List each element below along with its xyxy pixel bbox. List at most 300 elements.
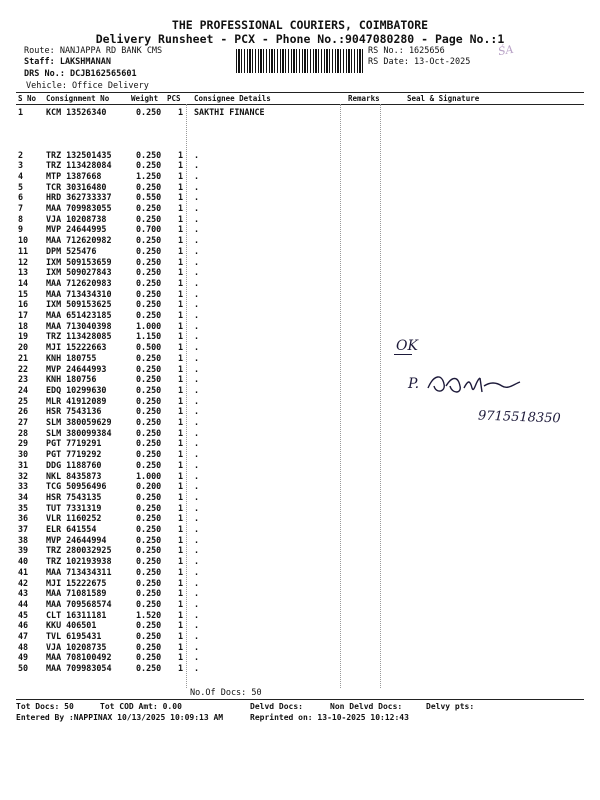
row-sno: 31	[18, 459, 29, 470]
row-consignee: .	[194, 299, 200, 310]
row-weight: 0.250	[136, 491, 162, 502]
row-pcs: 1	[178, 438, 184, 449]
barcode	[236, 49, 364, 73]
total-docs: Tot Docs: 50	[16, 702, 74, 711]
row-pcs: 1	[178, 406, 184, 417]
row-weight: 0.250	[136, 245, 162, 256]
row-station-code: MAA	[46, 588, 62, 599]
row-pcs: 1	[178, 459, 184, 470]
row-station-code: MAA	[46, 320, 62, 331]
row-weight: 0.250	[136, 588, 162, 599]
row-station-code: MJI	[46, 342, 62, 353]
row-pcs: 1	[178, 331, 184, 342]
row-pcs: 1	[178, 213, 184, 224]
row-number: 7719291	[66, 438, 102, 449]
row-station-code: KNH	[46, 352, 62, 363]
column-divider	[186, 104, 187, 688]
row-weight: 0.250	[136, 149, 162, 160]
row-pcs: 1	[178, 149, 184, 160]
row-sno: 13	[18, 267, 29, 278]
row-pcs: 1	[178, 203, 184, 213]
row-consignment-no	[46, 556, 112, 566]
row-consignee: .	[194, 566, 200, 577]
row-consignee: .	[194, 620, 200, 631]
row-sno: 48	[18, 641, 29, 652]
row-sno: 38	[18, 534, 29, 545]
row-number: 7543135	[66, 491, 102, 502]
row-station-code: MVP	[46, 224, 62, 235]
row-number: 1387668	[66, 170, 102, 181]
row-sno: 6	[18, 192, 24, 203]
row-number: 8435873	[66, 470, 102, 481]
row-pcs: 1	[178, 235, 184, 246]
row-consignment-no	[46, 321, 112, 331]
row-consignee: .	[194, 609, 200, 620]
row-pcs: 1	[178, 170, 184, 181]
row-weight: 0.250	[136, 427, 162, 438]
row-consignee: .	[194, 652, 200, 663]
row-consignment-no	[46, 310, 112, 320]
row-station-code: KKU	[46, 620, 62, 631]
row-pcs: 1	[178, 427, 184, 438]
row-number: 24644995	[66, 224, 107, 235]
row-station-code: KCM	[46, 107, 62, 117]
row-consignee: .	[194, 556, 200, 567]
total-cod-amount: Tot COD Amt: 0.00	[100, 702, 182, 711]
row-station-code: DDG	[46, 459, 62, 470]
row-weight: 1.150	[136, 331, 162, 342]
row-number: 709983055	[66, 203, 112, 213]
row-pcs: 1	[178, 566, 184, 577]
row-pcs: 1	[178, 395, 184, 406]
row-weight: 0.250	[136, 384, 162, 395]
row-sno: 37	[18, 524, 29, 534]
row-pcs: 1	[178, 352, 184, 363]
row-number: 713434311	[66, 566, 112, 577]
row-consignee: .	[194, 395, 200, 406]
row-number: 24644993	[66, 363, 107, 374]
row-station-code: TCR	[46, 181, 62, 192]
row-weight: 0.250	[136, 513, 162, 524]
row-consignment-no	[46, 289, 112, 299]
row-consignment-no	[46, 203, 112, 213]
row-consignment-no	[46, 481, 106, 491]
reprinted-on: Reprinted on: 13-10-2025 10:12:43	[250, 713, 409, 722]
row-pcs: 1	[178, 417, 184, 427]
row-station-code: IXM	[46, 267, 62, 278]
col-remarks: Remarks	[348, 94, 380, 103]
row-consignment-no	[46, 620, 96, 630]
row-number: 10299630	[66, 384, 107, 395]
row-weight: 0.250	[136, 417, 162, 427]
row-consignment-no	[46, 417, 112, 427]
row-weight: 0.250	[136, 652, 162, 663]
row-pcs: 1	[178, 310, 184, 320]
row-consignment-no	[46, 588, 106, 598]
row-consignment-no	[46, 610, 106, 620]
row-weight: 0.250	[136, 267, 162, 278]
row-sno: 16	[18, 299, 29, 310]
row-sno: 14	[18, 277, 29, 288]
row-weight: 1.000	[136, 470, 162, 481]
row-number: 7331319	[66, 502, 102, 513]
row-number: 651423185	[66, 310, 112, 320]
row-pcs: 1	[178, 160, 184, 171]
footer-rule	[16, 699, 584, 700]
row-consignment-no	[46, 535, 106, 545]
row-sno: 15	[18, 288, 29, 299]
row-number: 712620983	[66, 277, 112, 288]
row-weight: 0.250	[136, 288, 162, 299]
handwritten-phone: 9715518350	[477, 408, 561, 427]
row-sno: 46	[18, 620, 29, 631]
row-station-code: TVL	[46, 631, 62, 641]
stamp-mark: ŚA	[496, 42, 515, 59]
row-weight: 0.250	[136, 631, 162, 641]
row-consignment-no	[46, 513, 101, 523]
row-consignee: SAKTHI FINANCE	[194, 107, 265, 117]
row-pcs: 1	[178, 609, 184, 620]
row-weight: 0.250	[136, 203, 162, 213]
col-seal: Seal & Signature	[407, 94, 480, 103]
row-consignment-no	[46, 107, 106, 117]
row-sno: 8	[18, 213, 24, 224]
row-sno: 1	[18, 107, 24, 117]
row-sno: 30	[18, 449, 29, 460]
row-consignment-no	[46, 524, 96, 534]
row-number: 24644994	[66, 534, 107, 545]
row-consignee: .	[194, 470, 200, 481]
row-weight: 0.500	[136, 342, 162, 353]
row-consignment-no	[46, 396, 106, 406]
row-sno: 7	[18, 203, 24, 213]
row-weight: 0.250	[136, 545, 162, 556]
row-station-code: VLR	[46, 513, 62, 524]
row-consignee: .	[194, 663, 200, 674]
row-weight: 0.250	[136, 363, 162, 374]
row-consignee: .	[194, 384, 200, 395]
row-number: 641554	[66, 524, 97, 534]
row-sno: 10	[18, 235, 29, 246]
row-consignment-no	[46, 160, 112, 170]
row-number: 1188760	[66, 459, 102, 470]
row-number: 709568574	[66, 598, 112, 609]
ok-underline	[394, 354, 412, 355]
row-station-code: NKL	[46, 470, 62, 481]
row-number: 6195431	[66, 631, 102, 641]
row-sno: 3	[18, 160, 24, 171]
signature-scribble	[424, 370, 524, 398]
row-station-code: DPM	[46, 245, 62, 256]
row-sno: 47	[18, 631, 29, 641]
row-pcs: 1	[178, 491, 184, 502]
row-sno: 17	[18, 310, 29, 320]
row-weight: 0.250	[136, 620, 162, 631]
row-station-code: MVP	[46, 363, 62, 374]
row-station-code: CLT	[46, 609, 62, 620]
row-sno: 26	[18, 406, 29, 417]
row-station-code: MAA	[46, 235, 62, 246]
row-consignee: .	[194, 502, 200, 513]
row-weight: 0.250	[136, 438, 162, 449]
row-pcs: 1	[178, 588, 184, 599]
row-weight: 0.200	[136, 481, 162, 492]
row-consignee: .	[194, 170, 200, 181]
entered-by: Entered By :NAPPINAX 10/13/2025 10:09:13 AM	[16, 713, 224, 722]
row-station-code: SLM	[46, 417, 62, 427]
route-label: Route: NANJAPPA RD BANK CMS	[24, 46, 163, 56]
row-sno: 23	[18, 374, 29, 385]
row-number: 10208738	[66, 213, 107, 224]
row-number: 280032925	[66, 545, 112, 556]
row-weight: 0.250	[136, 235, 162, 246]
row-sno: 43	[18, 588, 29, 599]
row-pcs: 1	[178, 513, 184, 524]
column-divider	[340, 104, 341, 688]
row-station-code: MAA	[46, 652, 62, 663]
row-number: 180756	[66, 374, 97, 385]
row-consignee: .	[194, 417, 200, 427]
row-consignment-no	[46, 246, 96, 256]
row-consignee: .	[194, 631, 200, 641]
drs-number: DRS No.: DCJB162565601	[24, 69, 137, 79]
row-pcs: 1	[178, 631, 184, 641]
row-consignment-no	[46, 631, 101, 641]
row-weight: 0.700	[136, 224, 162, 235]
row-number: 71081589	[66, 588, 107, 599]
row-number: 713434310	[66, 288, 112, 299]
staff-label: Staff: LAKSHMANAN	[24, 57, 111, 67]
row-consignee: .	[194, 524, 200, 534]
row-consignment-no	[46, 171, 101, 181]
non-delivered-docs: Non Delvd Docs:	[330, 702, 403, 711]
row-consignment-no	[46, 224, 106, 234]
row-consignment-no	[46, 567, 112, 577]
row-consignment-no	[46, 449, 101, 459]
row-consignee: .	[194, 641, 200, 652]
delivery-points: Delvy pts:	[426, 702, 475, 711]
row-number: 113428085	[66, 331, 112, 342]
row-consignment-no	[46, 438, 101, 448]
row-weight: 0.250	[136, 352, 162, 363]
row-weight: 1.000	[136, 320, 162, 331]
row-sno: 9	[18, 224, 24, 235]
row-consignment-no	[46, 545, 112, 555]
row-sno: 41	[18, 566, 29, 577]
row-station-code: MAA	[46, 203, 62, 213]
row-station-code: MAA	[46, 598, 62, 609]
row-consignee: .	[194, 449, 200, 460]
row-sno: 28	[18, 427, 29, 438]
row-weight: 0.250	[136, 556, 162, 567]
row-station-code: SLM	[46, 427, 62, 438]
row-station-code: HSR	[46, 406, 62, 417]
row-number: 1160252	[66, 513, 102, 524]
row-consignment-no	[46, 331, 112, 341]
row-pcs: 1	[178, 192, 184, 203]
row-weight: 1.520	[136, 609, 162, 620]
row-sno: 19	[18, 331, 29, 342]
row-consignment-no	[46, 214, 106, 224]
row-consignee: .	[194, 406, 200, 417]
row-number: 180755	[66, 352, 97, 363]
row-pcs: 1	[178, 641, 184, 652]
row-station-code: TRZ	[46, 556, 62, 567]
row-number: 15222675	[66, 577, 107, 588]
row-consignment-no	[46, 278, 112, 288]
row-consignee: .	[194, 245, 200, 256]
row-consignee: .	[194, 288, 200, 299]
row-consignee: .	[194, 213, 200, 224]
row-number: 709983054	[66, 663, 112, 674]
row-number: 712620982	[66, 235, 112, 246]
row-number: 406501	[66, 620, 97, 631]
row-weight: 0.250	[136, 277, 162, 288]
row-pcs: 1	[178, 267, 184, 278]
row-station-code: VJA	[46, 213, 62, 224]
row-weight: 0.250	[136, 459, 162, 470]
col-consignee: Consignee Details	[194, 94, 271, 103]
row-number: 13526340	[66, 107, 107, 117]
row-consignee: .	[194, 149, 200, 160]
row-number: 41912089	[66, 395, 107, 406]
row-sno: 5	[18, 181, 24, 192]
row-station-code: TUT	[46, 502, 62, 513]
row-sno: 29	[18, 438, 29, 449]
row-consignment-no	[46, 663, 112, 673]
col-pcs: PCS	[167, 94, 181, 103]
row-pcs: 1	[178, 224, 184, 235]
row-sno: 24	[18, 384, 29, 395]
row-consignee: .	[194, 374, 200, 385]
row-station-code: TRZ	[46, 545, 62, 556]
row-consignment-no	[46, 353, 96, 363]
row-consignee: .	[194, 481, 200, 492]
header-rule-bottom	[16, 104, 584, 105]
row-consignee: .	[194, 534, 200, 545]
row-consignee: .	[194, 224, 200, 235]
row-pcs: 1	[178, 384, 184, 395]
row-sno: 4	[18, 170, 24, 181]
row-sno: 18	[18, 320, 29, 331]
row-number: 7543136	[66, 406, 102, 417]
col-consignment: Consignment No	[46, 94, 110, 103]
row-consignee: .	[194, 181, 200, 192]
row-sno: 25	[18, 395, 29, 406]
row-consignee: .	[194, 160, 200, 171]
row-consignment-no	[46, 642, 106, 652]
row-consignee: .	[194, 363, 200, 374]
row-weight: 0.250	[136, 663, 162, 674]
row-sno: 32	[18, 470, 29, 481]
runsheet-subtitle: Delivery Runsheet - PCX - Phone No.:9047080280 - Page No.:1	[95, 32, 505, 46]
row-number: 362733337	[66, 192, 112, 203]
row-number: 102193938	[66, 556, 112, 567]
row-consignment-no	[46, 460, 101, 470]
row-station-code: HSR	[46, 491, 62, 502]
row-number: 525476	[66, 245, 97, 256]
row-number: 713040398	[66, 320, 112, 331]
row-pcs: 1	[178, 470, 184, 481]
row-consignment-no	[46, 374, 96, 384]
row-sno: 27	[18, 417, 29, 427]
row-station-code: PGT	[46, 438, 62, 449]
row-sno: 22	[18, 363, 29, 374]
row-consignment-no	[46, 503, 101, 513]
row-consignment-no	[46, 578, 106, 588]
row-sno: 49	[18, 652, 29, 663]
row-consignee: .	[194, 256, 200, 267]
row-sno: 35	[18, 502, 29, 513]
row-pcs: 1	[178, 481, 184, 492]
row-consignee: .	[194, 459, 200, 470]
row-weight: 0.250	[136, 641, 162, 652]
row-number: 708100492	[66, 652, 112, 663]
row-number: 509153625	[66, 299, 112, 310]
row-sno: 2	[18, 149, 24, 160]
handwritten-signature-prefix: P.	[408, 376, 420, 392]
vehicle-label: Vehicle: Office Delivery	[26, 81, 149, 91]
row-station-code: TRZ	[46, 160, 62, 171]
row-pcs: 1	[178, 534, 184, 545]
row-number: 380059629	[66, 417, 112, 427]
row-weight: 0.250	[136, 299, 162, 310]
row-pcs: 1	[178, 577, 184, 588]
row-pcs: 1	[178, 288, 184, 299]
row-pcs: 1	[178, 545, 184, 556]
row-consignment-no	[46, 150, 112, 160]
row-weight: 0.250	[136, 256, 162, 267]
row-sno: 50	[18, 663, 29, 674]
row-sno: 11	[18, 245, 29, 256]
row-weight: 0.250	[136, 160, 162, 171]
row-consignee: .	[194, 331, 200, 342]
row-weight: 0.250	[136, 598, 162, 609]
row-station-code: TRZ	[46, 331, 62, 342]
delivered-docs: Delvd Docs:	[250, 702, 303, 711]
row-consignee: .	[194, 203, 200, 213]
row-pcs: 1	[178, 256, 184, 267]
row-sno: 34	[18, 491, 29, 502]
row-consignee: .	[194, 342, 200, 353]
row-number: 50956496	[66, 481, 107, 492]
row-number: 7719292	[66, 449, 102, 460]
row-number: 113428084	[66, 160, 112, 171]
row-consignee: .	[194, 310, 200, 320]
row-station-code: EDQ	[46, 384, 62, 395]
row-station-code: TCG	[46, 481, 62, 492]
row-station-code: MAA	[46, 277, 62, 288]
row-number: 16311181	[66, 609, 107, 620]
row-station-code: MLR	[46, 395, 62, 406]
row-pcs: 1	[178, 299, 184, 310]
row-weight: 0.250	[136, 502, 162, 513]
row-weight: 0.250	[136, 107, 162, 117]
row-consignment-no	[46, 182, 106, 192]
row-pcs: 1	[178, 320, 184, 331]
row-station-code: MAA	[46, 288, 62, 299]
row-consignment-no	[46, 235, 112, 245]
row-station-code: MTP	[46, 170, 62, 181]
row-sno: 33	[18, 481, 29, 492]
row-pcs: 1	[178, 449, 184, 460]
row-sno: 36	[18, 513, 29, 524]
row-consignee: .	[194, 192, 200, 203]
company-title: THE PROFESSIONAL COURIERS, COIMBATORE	[171, 18, 429, 32]
row-pcs: 1	[178, 598, 184, 609]
row-consignee: .	[194, 320, 200, 331]
row-pcs: 1	[178, 524, 184, 534]
